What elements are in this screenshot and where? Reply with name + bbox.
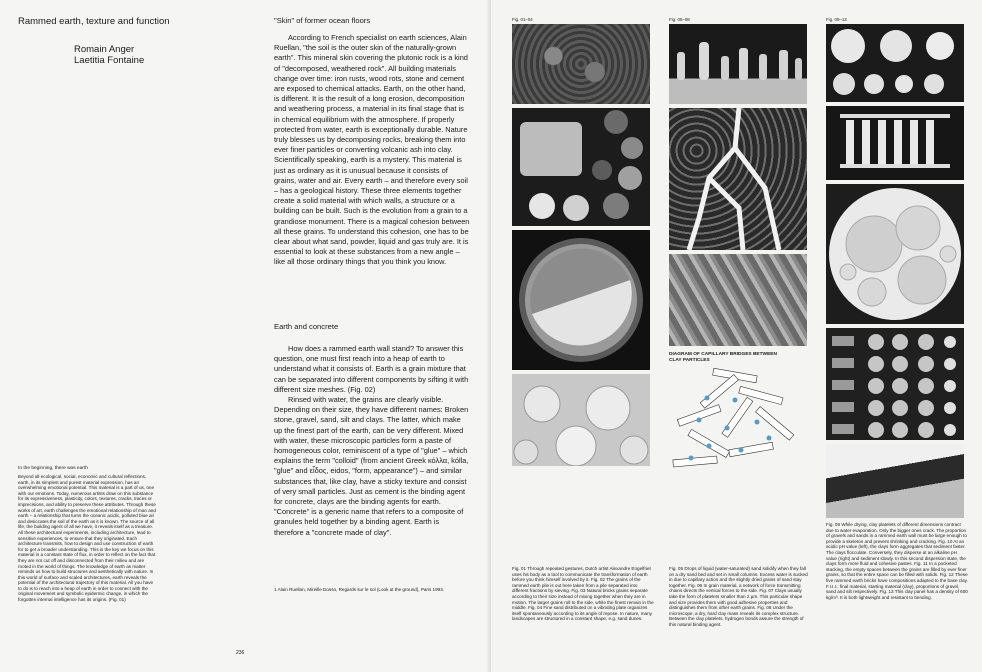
grain-segregation-art (512, 230, 650, 370)
photo-earth-gesture (512, 24, 650, 104)
footnote: 1 Alain Ruellan, Mireille Dosso, Regards sur le sol (Look at the ground), Paris 1993. (274, 587, 445, 592)
paragraph: According to French specialist on earth sciences, Alain Ruellan, "the soil is the outer skin of the naturally-grown earth". This mineral skin covering the plutonic rock is a kind of "decomposed, weathered rock". All building materials change over time: iron rusts, wood rots, stone and cement are exposed to chemical attacks. Earth, on the other hand, is different. It is the result of a long erosion, decomposition and weathering process, a material in its final stage that is in chemical equilibrium with the atmosphere. If properly protected from water, earth is exceptionally durable. Nature truly blesses us by decomposing rocks, breaking them into ever finer particles or converting volcanic ash into clay. Scientifically speaking, earth is a mystery. This material is just as ordinary as it is unusual because it consists of grains, water and air. Every earth – and therefore every soil – has a geological history. These three elements together create a solid material with which walls, a structure or a building can be built. Such is the evolution from a grain to a grandiose monument. There is a magical cohesion between all these grains. To understand this cohesion, one has to be clear about what sand, powder, liquid and gas truly are. It is essential to look at these substances from a new angle – like all those ordinary things that you think you know. (274, 33, 470, 267)
photo-sieved-grains (512, 108, 650, 226)
article-title: Rammed earth, texture and function (18, 16, 170, 27)
photo-vibrating-sand (512, 374, 650, 466)
fig-label: Fig. 05–08 (669, 17, 690, 22)
stacking-circles-art (826, 184, 964, 324)
intro-heading: In the beginning, there was earth (18, 466, 88, 471)
photo-rammed-bricks (826, 328, 964, 440)
photo-stacking-circles (826, 184, 964, 324)
photo-clay-platelets (669, 254, 807, 346)
caption-figs-05-08: Fig. 05 Drops of liquid (water-saturated) sand solidify when they fall on a dry sand bed and set in small columns. Excess water is sucked in due to capillary action and the slightly dried grains of sand stay together. Fig. 06 In grain material, a network of force transmitting chains directs the vertical forces to the side. Fig. 07 Clays usually take the form of platelets smaller than 2 µm. This particular shape and size provides them with good adhesive properties and distinguishes them from other earth grains. Fig. 08 Under the microscope, a dry, hard clay mass reveals its complex structure. Between the clay platelets, hydrogen bonds assure the strength of this natural binding agent. (669, 566, 808, 627)
fig-label: Fig. 01–04 (512, 17, 533, 22)
photo-drying-platelets (826, 24, 964, 102)
intro-text: Beyond all ecological, social, economic and cultural reflections, earth, in its simplest and purest material expression, has an overwhelming emotional potential. This material is a part of us, one with our emotions. Today, numerous artists draw on this substance for its expressiveness, plasticity, colors, textures, cracks, traces or imprecisions, and ability to preserve these attributes. Through these works of art, earth challenges the emotional relationship of man and earth – a relationship that turns the oceanic acidic, polluted blue air and desiccates the soil of the earth as it is known. The source of all life, the building agent of all we have, it reveals itself as a treasure. All these architectural experiments, including architecture, lead to sensitive experiences, to ensure that they originated. Each architecture transmits, how to design and use construction of earth for to get a broader understanding. This is the key we focus on this material in a constant state of flux, in order to reflect on the fact that they are not cut off and disconnected from their milieu and are rooted in the world of things. The knowledge of earth as matter reminds us how to build structures and aesthetically with nature. In this world of surface and scaled architectures, earth reveals the potential of the architectural trajectory of this material. All you have to do is to reach into a heap of earth in order to connect with the original movement and symbolic epidermic change, in which the forgotten internal intelligence has its origins. (Fig. 01) (18, 474, 156, 603)
caption-figs-09-13: Fig. 09 While drying, clay platelets of different dimensions contract due to water evaporation. Only the bigger ones crack. The proportion of gravels and sands in a rammed earth wall must be large enough to provide a skeleton and prevent shrinking and cracking. Fig. 10 At an acidic pH value (left), the clays form aggregates that sediment faster. The clays flocculate. Conversely, they disperse at an alkaline pH value (right) and sediment slowly. In this second dispersion state, the clays form more fluid and cohesive pastes. Fig. 11 In a pocketed stacking, the empty spaces between the grains are filled by ever finer grains, so that the entire space can be filled with solids. Fig. 12 These five rammed earth bricks have compositions adapted to the base clay. F.I.I.I.: final material, starting material (clay), proportions of gravel, sand and silt respectively. Fig. 13 This clay panel has a density of 600 kg/m³. It is both lightweight and resistant to bending. (826, 522, 968, 600)
section-body-concrete (274, 344, 470, 538)
section-body-skin (274, 33, 470, 268)
photo-force-chains (669, 108, 807, 250)
sieved-grains-art (512, 108, 650, 226)
paragraph: Rinsed with water, the grains are clearly visible. Depending on their size, they have different names: Broken stone, gravel, sand, silt and clays. The latter, which make up the finest part of the earth, can be very different. Mixed with water, these microscopic particles form a paste of homogeneous color, reminiscent of a type of "glue" – which explains the term "colloid" (from ancient Greek κόλλα, kólla, "glue" and εἶδος, eidos, "form, appearance") – and similar substances that, like clay, have a sticky texture and consist of very small particles. Just as cement is the binding agent for concrete, clays are the binding agents for earth. "Concrete" is a generic name that refers to a composite of granules held together by a binding agent. Earth is therefore a "concrete made of clay". (274, 395, 469, 537)
section-heading-concrete: Earth and concrete (274, 322, 339, 331)
author-name: Romain Anger (74, 44, 135, 55)
sedimentation-tubes-art (826, 106, 964, 180)
caption-figs-01-04: Fig. 01 Through repeated gestures, Dutch artist Alexandre Engelfriet uses his body as a tool to communicate the transformation of earth before you think himself involved by it. Fig. 02 The grains of the rammed earth pile is out here taken from a pile separated into different fractions by sieving. Fig. 03 Natural bricks grains separate according to their size instead of mixing together when they are in motion. The larger grains roll to the side, while the finest remain in the middle. Fig. 04 Fine sand distributed on a vibrating plate organizes itself spontaneously according to its angle of repose. In nature, many landscapes are structured in a constant shape, e.g. sand dunes. (512, 566, 654, 622)
section-heading-skin: "Skin" of former ocean floors (274, 16, 371, 25)
photo-sedimentation-tubes (826, 106, 964, 180)
diagram-title: DIAGRAM OF CAPILLARY BRIDGES BETWEEN CLAY PARTICLES (669, 352, 777, 363)
paragraph: How does a rammed earth wall stand? To answer this question, one must first reach into a heap of earth to understand what it consists of. Earth is a grain mixture that can be separated into different components by sifting it with different size meshes. (Fig. 02) (274, 344, 469, 394)
right-page (491, 0, 982, 672)
rammed-bricks-art (826, 328, 964, 440)
drying-platelets-art (826, 24, 964, 102)
photo-grain-segregation (512, 230, 650, 370)
capillary-bridges-diagram (669, 368, 807, 470)
photo-clay-panel (826, 444, 964, 518)
vibrating-sand-art (512, 374, 650, 466)
force-chains-art (669, 108, 807, 250)
page-number: 236 (236, 650, 245, 656)
author-name: Laetitia Fontaine (74, 55, 145, 66)
sand-columns-art (669, 24, 807, 104)
fig-label: Fig. 09–13 (826, 17, 847, 22)
photo-sand-columns (669, 24, 807, 104)
article-authors (74, 44, 214, 66)
